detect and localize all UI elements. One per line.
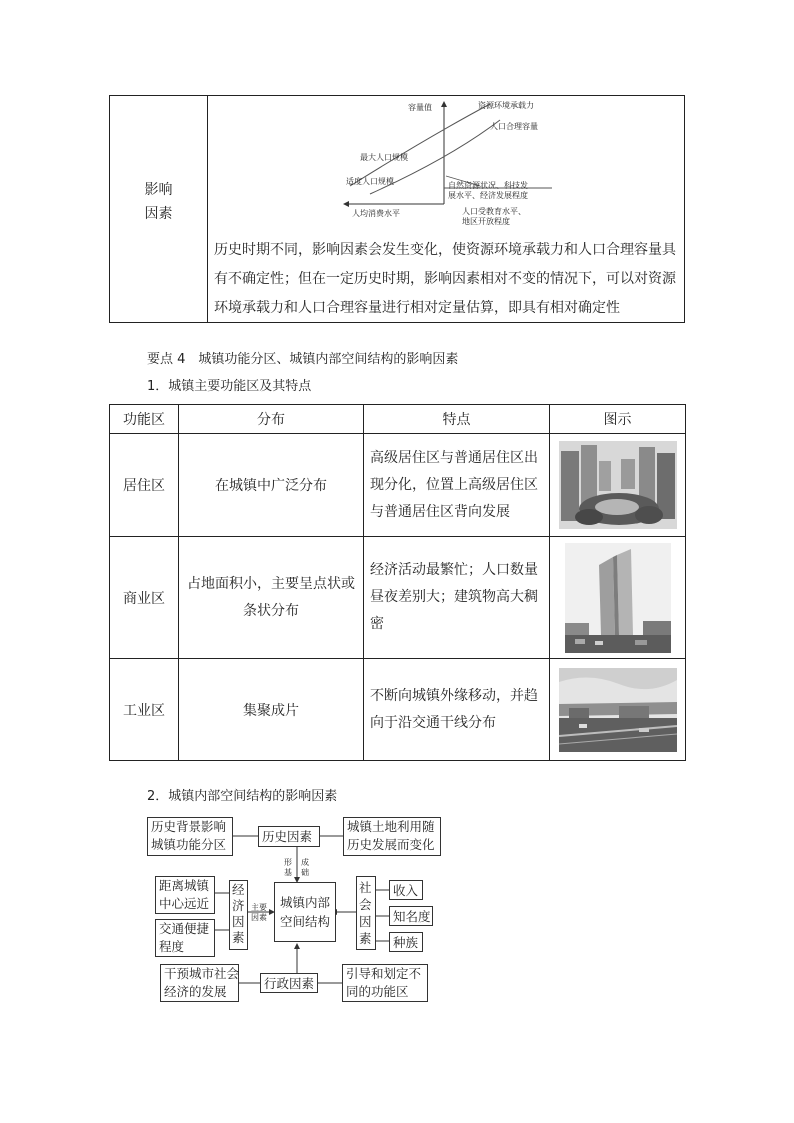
main-line-1: 主要 [251,903,267,912]
social-char: 因 [359,914,372,929]
shape-label [301,858,309,878]
label-line-2: 因素 [144,206,173,222]
section-heading: 要点 4 城镇功能分区、城镇内部空间结构的影响因素 [147,352,459,367]
zone-features: 不断向城镇外缘移动，并趋向于沿交通干线分布 [364,659,550,761]
hist-right-line-1: 城镇土地利用随 [347,819,435,834]
header-illustration: 图示 [550,405,686,434]
form-char-2: 基 [284,868,292,877]
admin-factor-box: 行政因素 [260,973,318,993]
factor-2b: 地区开放程度 [462,217,510,226]
hist-right-line-2: 历史发展而变化 [347,837,435,852]
econ-char: 素 [232,930,245,945]
zone-name: 居住区 [110,434,179,537]
admin-guide-box [342,964,428,1002]
social-factor-box [356,876,376,950]
subheading-1: 1．城镇主要功能区及其特点 [147,379,312,394]
admin-intervene-box [160,964,239,1002]
max-pop-label: 最大人口规模 [360,153,408,162]
main-factor-label [251,903,267,923]
admin-right-line-1: 引导和划定不 [346,966,422,981]
factor-2a: 人口受教育水平、 [462,207,526,216]
hist-left-line-2: 城镇功能分区 [151,837,227,852]
shape-char-1: 成 [301,858,309,867]
y-axis-label: 容量值 [408,103,432,112]
zone-name: 商业区 [110,537,179,659]
header-zone: 功能区 [110,405,179,434]
factor-1a: 自然资源状况、科技发 [448,181,528,190]
dist-line-2: 中心远近 [159,896,210,911]
hist-factor-box: 历史因素 [258,826,320,847]
hist-left-line-1: 历史背景影响 [151,819,227,834]
admin-right-line-2: 同的功能区 [346,984,409,999]
traffic-line-2: 程度 [159,939,185,954]
social-char: 社 [359,880,372,895]
center-structure-box [274,882,336,942]
zone-distribution: 占地面积小，主要呈点状或条状分布 [179,537,364,659]
center-line-1: 城镇内部 [279,895,330,910]
curve-bottom-label: 人口合理容量 [490,122,538,131]
econ-factor-box [229,880,248,950]
social-char: 素 [359,931,372,946]
econ-char: 济 [232,898,245,913]
distance-box [155,876,215,914]
shape-char-2: 础 [301,868,309,877]
traffic-box [155,919,215,957]
label-line-1: 影响 [144,182,173,198]
hist-background-box [147,817,233,856]
subheading-2: 2．城镇内部空间结构的影响因素 [147,789,338,804]
zone-name: 工业区 [110,659,179,761]
zone-features: 高级居住区与普通居住区出现分化，位置上高级居住区与普通居住区背向发展 [364,434,550,537]
curve-top-label: 资源环境承载力 [478,101,534,110]
x-axis-label: 人均消费水平 [352,209,400,218]
dist-line-1: 距离城镇 [159,878,210,893]
zone-features: 经济活动最繁忙；人口数量昼夜差别大；建筑物高大稠密 [364,537,550,659]
econ-char: 因 [232,914,245,929]
traffic-line-1: 交通便捷 [159,921,210,936]
zone-distribution: 集聚成片 [179,659,364,761]
form-label [284,858,292,878]
admin-left-line-2: 经济的发展 [164,984,227,999]
social-char: 会 [359,897,372,912]
main-line-2: 因素 [251,913,267,922]
factor-1b: 展水平、经济发展程度 [448,191,528,200]
zone-distribution: 在城镇中广泛分布 [179,434,364,537]
center-line-2: 空间结构 [279,914,330,929]
form-char-1: 形 [284,858,292,867]
econ-char: 经 [232,882,245,897]
admin-left-line-1: 干预城市社会 [164,966,240,981]
influence-paragraph: 历史时期不同，影响因素会发生变化，使资源环境承载力和人口合理容量具有不确定性；但在一定历史时期，影响因素相对不变的情况下，可以对资源环境承载力和人口合理容量进行相对定量估算，即具有相对确定性 [214,242,676,316]
income-box: 收入 [389,880,423,900]
header-features: 特点 [364,405,550,434]
fame-box: 知名度 [389,906,433,926]
hist-land-use-box [343,817,441,856]
moderate-pop-label: 适度人口规模 [346,177,394,186]
race-box: 种族 [389,932,423,952]
header-distribution: 分布 [179,405,364,434]
